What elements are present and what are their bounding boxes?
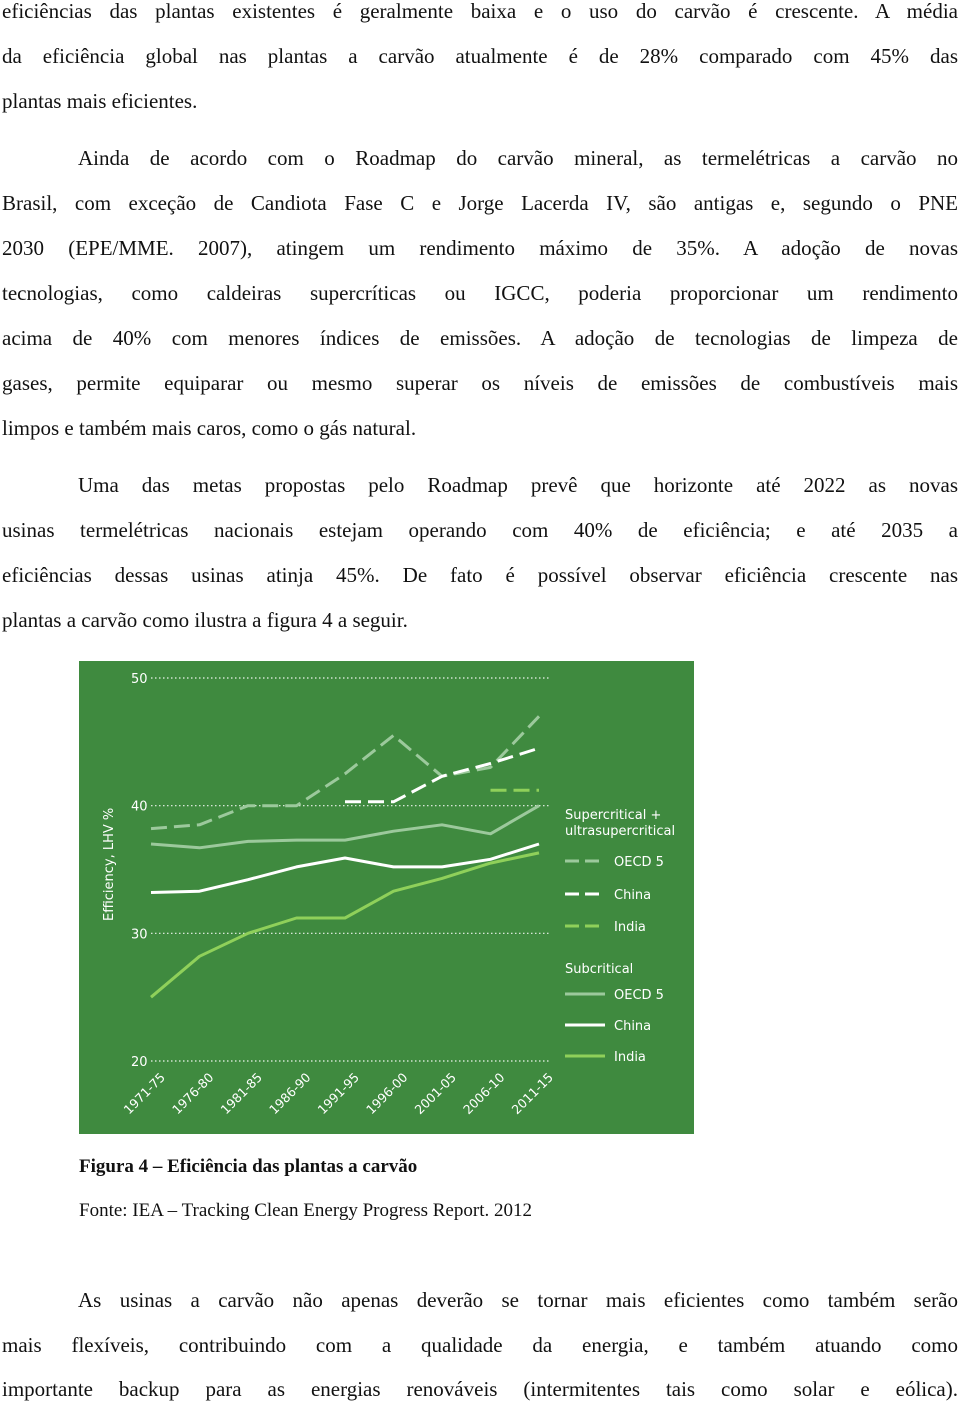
text-line: 2030 (EPE/MME. 2007), atingem um rendimento máximo de 35%. A adoção de novas [2, 236, 958, 260]
legend-group-title: Supercritical + [565, 808, 662, 823]
y-tick-label: 50 [131, 672, 148, 687]
text-line: Brasil, com exceção de Candiota Fase C e Jorge Lacerda IV, são antigas e, segundo o PNE [2, 191, 958, 215]
text-line: tecnologias, como caldeiras supercríticas ou IGCC, poderia proporcionar um rendimento [2, 281, 958, 305]
legend-entry-label: OECD 5 [614, 988, 664, 1003]
series-line-supercritical-oecd-5 [151, 716, 539, 828]
y-tick-label: 20 [131, 1055, 148, 1070]
x-tick-label: 1971-75 [120, 1069, 169, 1118]
legend-group-title: Subcritical [565, 962, 634, 977]
legend-group-title: ultrasupercritical [565, 824, 676, 839]
legend-entry-label: India [614, 920, 646, 935]
text-line: mais flexíveis, contribuindo com a qualidade da energia, e também atuando como [2, 1333, 958, 1357]
figure-source: Fonte: IEA – Tracking Clean Energy Progress Report. 2012 [79, 1200, 532, 1221]
series-line-supercritical-china [345, 748, 539, 802]
text-line: gases, permite equiparar ou mesmo superar os níveis de emissões de combustíveis mais [2, 371, 958, 395]
text-line: importante backup para as energias renováveis (intermitentes tais como solar e eólica). [2, 1377, 958, 1401]
x-tick-label: 2011-15 [508, 1069, 557, 1118]
text-line: eficiências das plantas existentes é geralmente baixa e o uso do carvão é crescente. A média [2, 0, 958, 23]
text-line: plantas mais eficientes. [2, 89, 198, 113]
series-line-subcritical-china [151, 844, 539, 893]
efficiency-chart [79, 661, 694, 1134]
legend-entry-label: OECD 5 [614, 855, 664, 870]
x-tick-label: 1986-90 [266, 1069, 314, 1118]
x-tick-label: 1991-95 [314, 1069, 363, 1118]
y-tick-label: 40 [131, 799, 148, 815]
text-line: As usinas a carvão não apenas deverão se tornar mais eficientes como também serão [78, 1288, 958, 1312]
text-line: Ainda de acordo com o Roadmap do carvão mineral, as termelétricas a carvão no [78, 146, 958, 170]
x-tick-label: 1976-80 [169, 1069, 217, 1118]
x-tick-label: 2001-05 [411, 1069, 460, 1118]
legend-entry-label: China [614, 888, 652, 903]
y-tick-label: 30 [131, 927, 148, 943]
legend-entry-label: India [614, 1050, 646, 1065]
x-tick-label: 2006-10 [460, 1069, 508, 1118]
text-line: acima de 40% com menores índices de emissões. A adoção de tecnologias de limpeza de [2, 326, 958, 350]
text-line: eficiências dessas usinas atinja 45%. De fato é possível observar eficiência crescente nas [2, 563, 958, 587]
figure-caption: Figura 4 – Eficiência das plantas a carvão [79, 1156, 418, 1177]
series-line-subcritical-india [151, 853, 539, 997]
text-line: Uma das metas propostas pelo Roadmap prevê que horizonte até 2022 as novas [78, 473, 958, 497]
text-line: usinas termelétricas nacionais estejam operando com 40% de eficiência; e até 2035 a [2, 518, 958, 542]
efficiency-chart-svg [79, 661, 694, 1134]
legend-entry-label: China [614, 1019, 652, 1034]
text-line: plantas a carvão como ilustra a figura 4 a seguir. [2, 608, 408, 632]
series-line-subcritical-oecd-5 [151, 806, 539, 848]
y-axis-label: Efficiency, LHV % [102, 807, 117, 921]
x-tick-label: 1981-85 [217, 1069, 266, 1118]
x-tick-label: 1996-00 [363, 1069, 411, 1118]
text-line: limpos e também mais caros, como o gás natural. [2, 416, 417, 440]
text-line: da eficiência global nas plantas a carvão atualmente é de 28% comparado com 45% das [2, 44, 958, 68]
